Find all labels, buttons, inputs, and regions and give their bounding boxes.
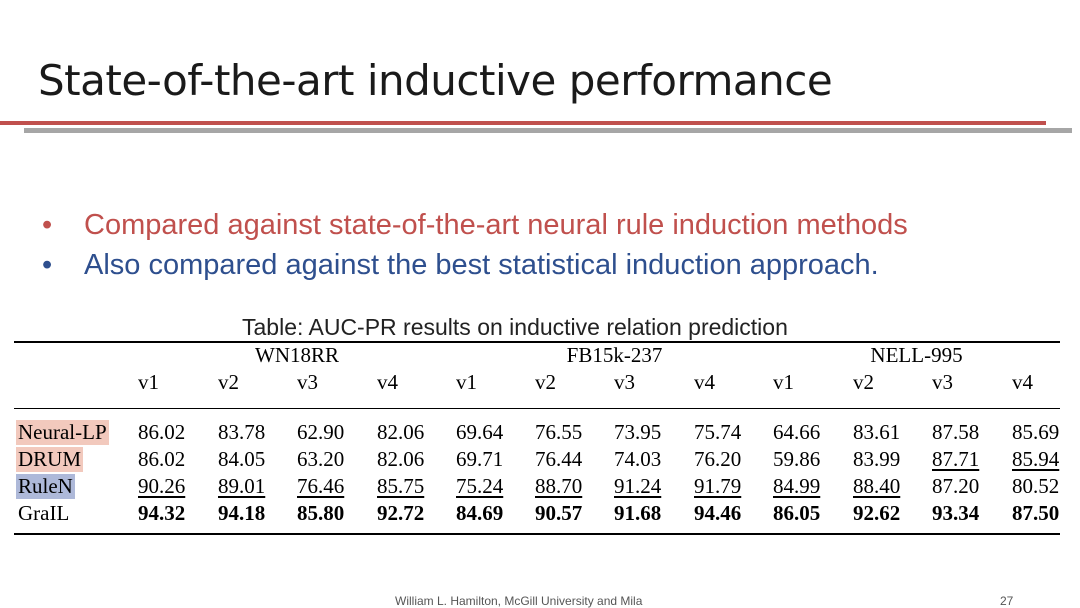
score-cell: 83.78 (218, 420, 266, 444)
score-cell: 90.57 (535, 501, 583, 525)
version-header-row (14, 368, 1060, 396)
score-cell: 76.20 (694, 447, 742, 471)
method-name: Neural-LP (18, 420, 107, 444)
version-header: v3 (614, 369, 635, 394)
version-header: v1 (773, 369, 794, 394)
version-header: v3 (932, 369, 953, 394)
score-cell: 90.26 (138, 474, 186, 498)
score-cell: 75.24 (456, 474, 504, 498)
score-cell: 91.24 (614, 474, 662, 498)
score-cell: 85.94 (1012, 447, 1060, 471)
score-cell: 86.02 (138, 420, 186, 444)
version-header: v4 (377, 369, 398, 394)
score-cell: 87.50 (1012, 501, 1060, 525)
method-name: DRUM (18, 447, 82, 471)
table-row (14, 500, 1060, 527)
bullet-dot-icon: • (42, 249, 53, 281)
dataset-header: NELL-995 (870, 343, 963, 367)
page-number: 27 (1000, 594, 1014, 608)
score-cell: 89.01 (218, 474, 266, 498)
score-cell: 87.71 (932, 447, 980, 471)
table-caption: Table: AUC-PR results on inductive relation prediction (242, 314, 788, 340)
score-cell: 76.46 (297, 474, 345, 498)
version-header: v1 (456, 369, 477, 394)
score-cell: 87.20 (932, 474, 980, 498)
score-cell: 86.02 (138, 447, 186, 471)
score-cell: 93.34 (932, 501, 980, 525)
score-cell: 92.72 (377, 501, 425, 525)
score-cell: 86.05 (773, 501, 821, 525)
version-header: v1 (138, 369, 159, 394)
score-cell: 84.99 (773, 474, 821, 498)
score-cell: 84.05 (218, 447, 266, 471)
dataset-header: FB15k-237 (566, 343, 663, 367)
score-cell: 80.52 (1012, 474, 1060, 498)
dataset-header: WN18RR (255, 343, 339, 367)
score-cell: 76.44 (535, 447, 583, 471)
score-cell: 76.55 (535, 420, 583, 444)
score-cell: 75.74 (694, 420, 742, 444)
table-body (14, 419, 1060, 527)
bullet-item (40, 245, 908, 285)
bullet-item (40, 205, 908, 245)
version-header: v4 (694, 369, 715, 394)
score-cell: 63.20 (297, 447, 345, 471)
method-name: GraIL (18, 501, 70, 525)
score-cell: 69.64 (456, 420, 504, 444)
score-cell: 82.06 (377, 420, 425, 444)
score-cell: 85.69 (1012, 420, 1060, 444)
score-cell: 91.79 (694, 474, 742, 498)
method-name: RuleN (18, 474, 73, 498)
score-cell: 83.61 (853, 420, 901, 444)
bullet-text: Also compared against the best statistical induction approach. (84, 249, 879, 281)
score-cell: 64.66 (773, 420, 821, 444)
table-row (14, 446, 1060, 473)
score-cell: 69.71 (456, 447, 504, 471)
score-cell: 59.86 (773, 447, 821, 471)
score-cell: 94.46 (694, 501, 742, 525)
score-cell: 74.03 (614, 447, 662, 471)
results-table (14, 341, 1060, 535)
score-cell: 88.40 (853, 474, 901, 498)
score-cell: 94.18 (218, 501, 266, 525)
score-cell: 94.32 (138, 501, 186, 525)
version-header: v2 (853, 369, 874, 394)
score-cell: 92.62 (853, 501, 901, 525)
bullet-text: Compared against state-of-the-art neural rule induction methods (84, 209, 908, 241)
score-cell: 85.75 (377, 474, 425, 498)
score-cell: 62.90 (297, 420, 345, 444)
score-cell: 73.95 (614, 420, 662, 444)
slide-title: State-of-the-art inductive performance (38, 56, 833, 105)
version-header: v3 (297, 369, 318, 394)
table-row (14, 473, 1060, 500)
slide-footer: William L. Hamilton, McGill University and Mila (395, 594, 643, 608)
title-underline-gray (24, 128, 1072, 133)
score-cell: 83.99 (853, 447, 901, 471)
score-cell: 88.70 (535, 474, 583, 498)
score-cell: 84.69 (456, 501, 504, 525)
table-row (14, 419, 1060, 446)
table-bottom-rule (14, 533, 1060, 535)
bullet-dot-icon: • (42, 209, 53, 241)
score-cell: 87.58 (932, 420, 980, 444)
title-underline-red (0, 121, 1046, 125)
bullet-list (40, 205, 908, 285)
version-header: v2 (535, 369, 556, 394)
score-cell: 85.80 (297, 501, 345, 525)
version-header: v4 (1012, 369, 1033, 394)
dataset-header-row (14, 343, 1060, 368)
score-cell: 82.06 (377, 447, 425, 471)
version-header: v2 (218, 369, 239, 394)
score-cell: 91.68 (614, 501, 662, 525)
